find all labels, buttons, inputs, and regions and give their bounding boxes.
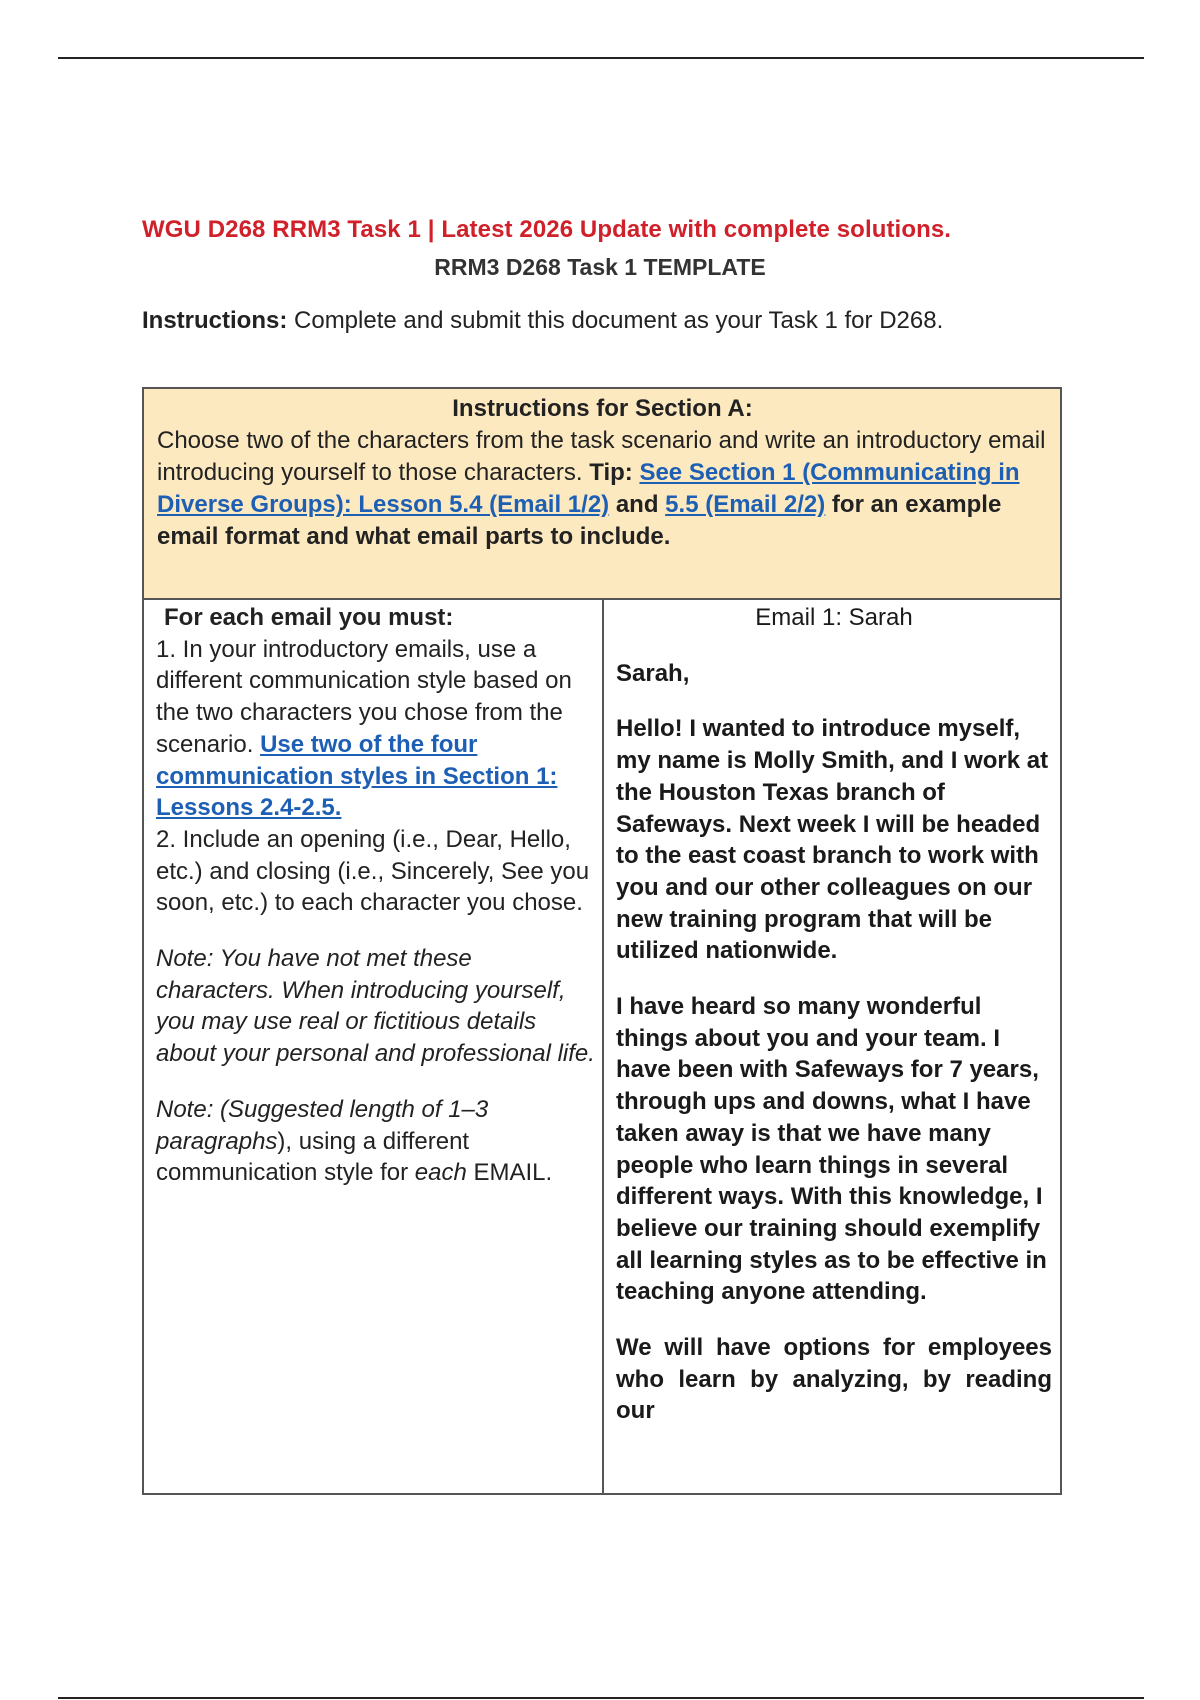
note-length-prefix: Note: ( [156, 1095, 229, 1123]
email-paragraph-1: Hello! I wanted to introduce myself, my name is Molly Smith, and I work at the Houston Texas branch of Safeways. Next week I will be headed to the east coast branch to work with you and our other colleagues on our new training program that will be utilized nationwide. [616, 715, 1049, 965]
note-characters: Note: You have not met these characters. When introducing yourself, you may use real or fictitious details about your personal and professional life. [156, 945, 595, 1068]
top-rule [58, 57, 1144, 59]
section-a-tail: for an example email format and what email parts to include. [157, 491, 1002, 550]
column-divider [602, 600, 604, 1495]
document-title: WGU D268 RRM3 Task 1 | Latest 2026 Update with complete solutions. [142, 216, 952, 243]
email-1-heading: Email 1: Sarah [755, 604, 913, 631]
instructions-paragraph [142, 304, 1022, 338]
instructions-label: Instructions: [142, 307, 288, 334]
section-a-heading: Instructions for Section A: [452, 395, 753, 422]
template-subtitle: RRM3 D268 Task 1 TEMPLATE [434, 254, 766, 280]
email-greeting: Sarah, [616, 659, 690, 687]
note-length [156, 1094, 596, 1189]
instructions-text: Complete and submit this document as your Task 1 for D268. [287, 307, 944, 334]
note-length-suggestion: Suggested length of 1–3 paragraphs [156, 1095, 489, 1155]
note-length-middle: ), using a different communication style for [156, 1127, 470, 1187]
requirement-2: 2. Include an opening (i.e., Dear, Hello, etc.) and closing (i.e., Sincerely, See you soon, etc.) to each character you chose. [156, 825, 590, 917]
section-a-text: Choose two of the characters from the task scenario and write an introductory email introducing yourself to those characters. [157, 427, 1046, 486]
email-paragraph-2: I have heard so many wonderful things about you and your team. I have been with Safeways for 7 years, through ups and downs, what I have taken away is that we have many people who learn things in several different ways. With this knowledge, I believe our training should exemplify all learning styles as to be effective in teaching anyone attending. [616, 993, 1047, 1306]
email-lesson-link-1[interactable]: See Section 1 (Communicating in Diverse Groups): Lesson 5.4 (Email 1/2) [157, 459, 1020, 518]
section-a-body [157, 425, 1048, 553]
note-length-end: EMAIL. [466, 1159, 553, 1187]
task-table [142, 387, 1062, 1495]
tip-label: Tip: [589, 459, 633, 486]
note-length-each: each [414, 1159, 467, 1187]
email-lesson-link-2[interactable]: 5.5 (Email 2/2) [665, 491, 826, 518]
requirement-1-text: 1. In your introductory emails, use a different communication style based on the two characters you chose from the scenario. [156, 635, 572, 758]
requirements-heading: For each email you must: [164, 604, 454, 631]
requirement-1 [156, 634, 596, 824]
bottom-rule [58, 1697, 1144, 1699]
email-column [616, 602, 1052, 1427]
email-paragraph-3: We will have options for employees who learn by analyzing, by reading our [616, 1334, 1052, 1425]
and-text: and [609, 491, 666, 518]
section-a-instructions [144, 389, 1060, 600]
requirements-column [156, 602, 596, 1189]
communication-styles-link[interactable]: Use two of the four communication styles in Section 1: Lessons 2.4-2.5. [156, 730, 558, 822]
